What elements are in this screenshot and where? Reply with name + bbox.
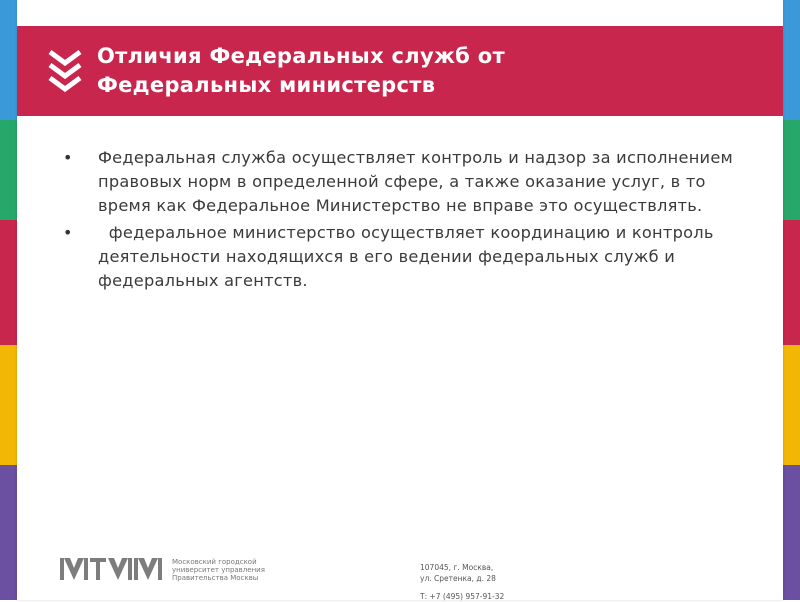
title-line: Федеральных министерств [97,73,436,97]
org-line: Правительства Москвы [172,574,259,582]
org-line: Московский городской [172,558,257,566]
list-item [63,221,753,293]
list-item [63,146,753,218]
bullet-text: Федеральная служба осуществляет контроль и надзор за исполнением правовых норм в определенной сфере, а также оказание услуг, в то время как Федеральное Министерство не вправе это осуществлять. [98,148,733,215]
chevron-down-icon [47,48,83,94]
org-line: университет управления [172,566,265,574]
bullet-list [63,146,753,293]
address-line: 107045, г. Москва, [420,563,494,572]
footer-org-name [172,558,282,582]
bullet-text: федеральное министерство осуществляет координацию и контроль деятельности находящихся в его ведении федеральных служб и федеральных агентств. [98,223,720,290]
slide-card [17,0,783,600]
title-line: Отличия Федеральных служб от [97,44,505,68]
bullet-marker: • [63,148,73,167]
footer-address [420,562,620,602]
address-line: ул. Сретенка, д. 28 [420,574,496,583]
slide-title [97,42,717,100]
phone-number: Т: +7 (495) 957-91-32 [420,592,505,601]
title-bar [17,26,783,116]
mgugu-logo-icon [60,556,165,583]
left-color-strip [0,0,17,600]
bullet-marker: • [63,223,73,242]
right-color-strip [783,0,800,600]
